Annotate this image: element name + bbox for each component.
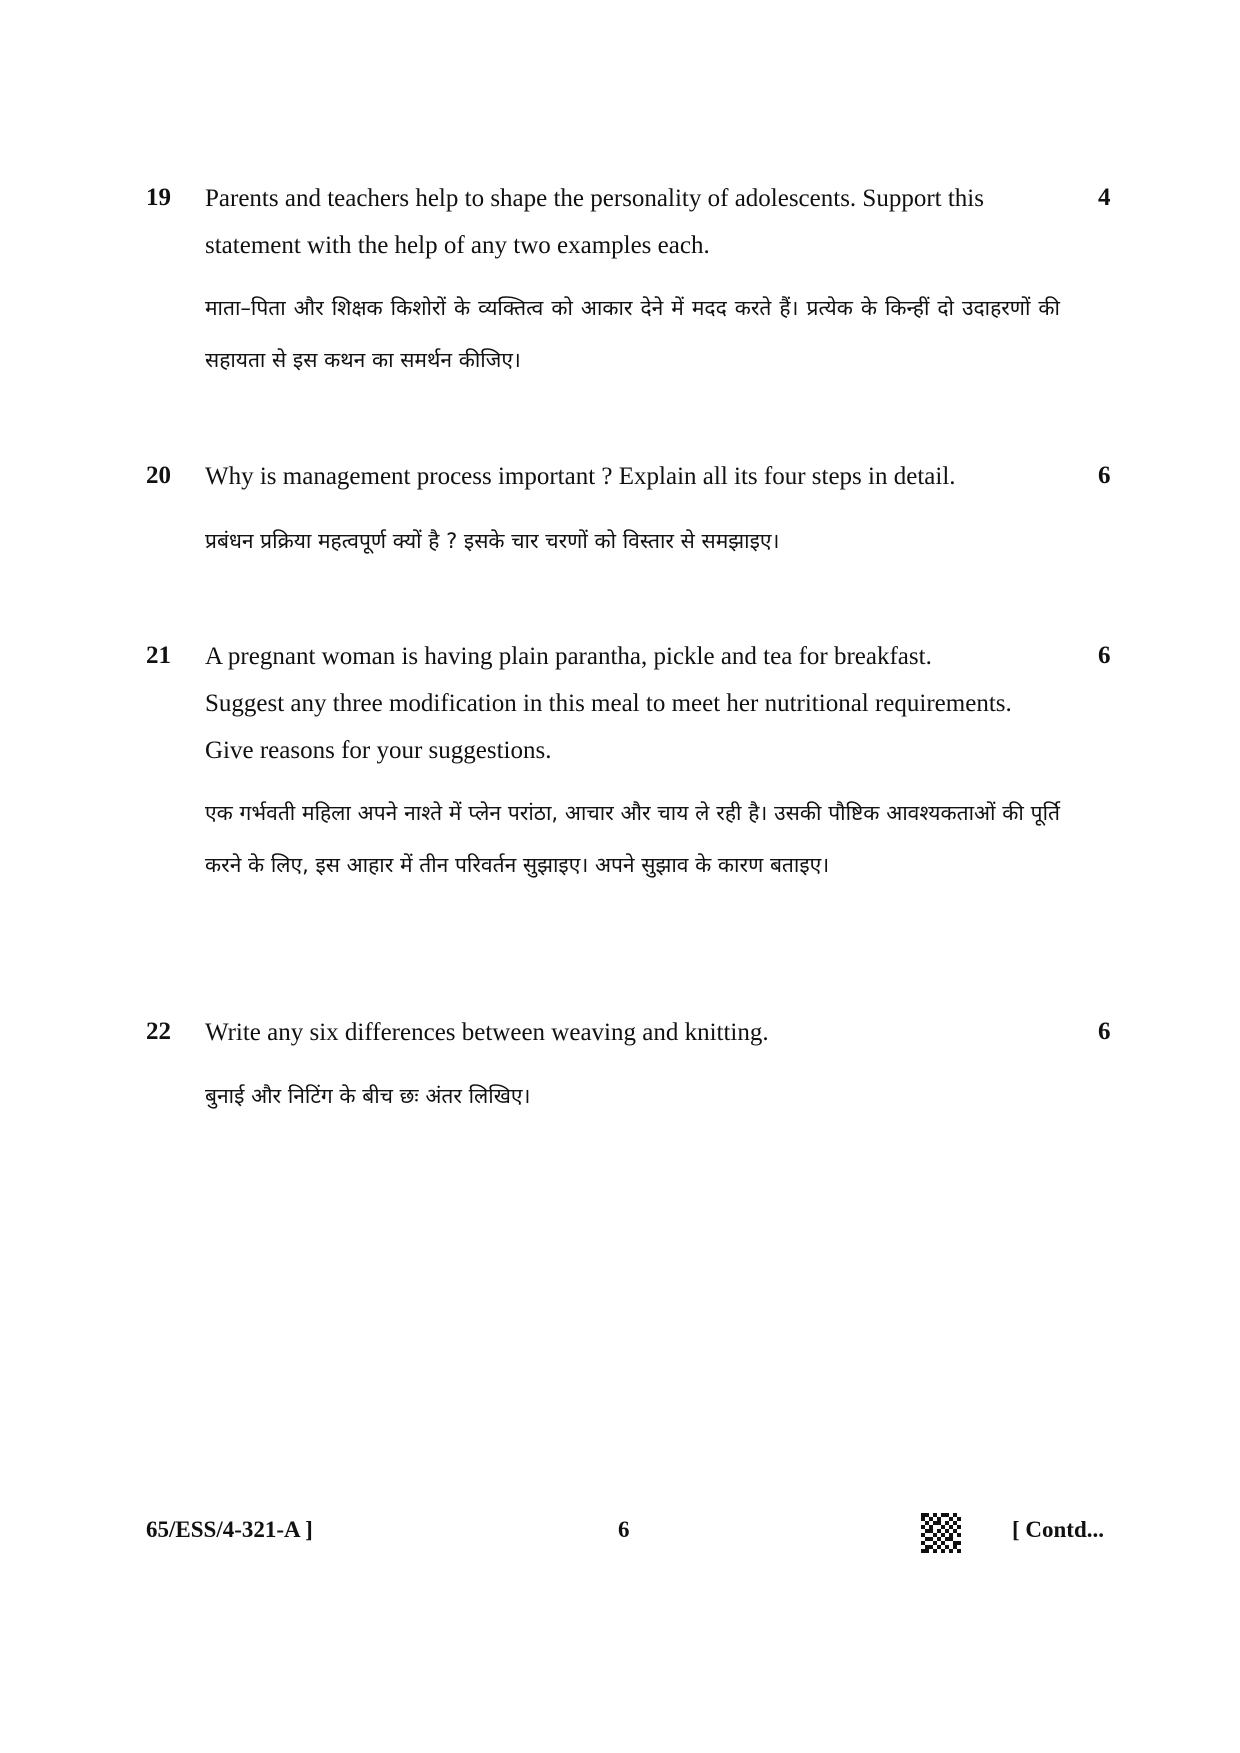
question-marks: 4 [1098, 184, 1111, 211]
question-number: 19 [146, 184, 171, 211]
question-marks: 6 [1098, 642, 1111, 669]
continued-label: [ Contd... [1012, 1517, 1105, 1542]
question-number: 21 [146, 642, 171, 669]
qr-code-icon [921, 1513, 961, 1553]
question-marks: 6 [1098, 1018, 1111, 1045]
question-text-english: Parents and teachers help to shape the personality of adolescents. Support this statement with the help of any two examples each. [205, 185, 984, 259]
question-text-hindi: प्रबंधन प्रक्रिया महत्वपूर्ण क्यों है ? इसके चार चरणों को विस्तार से समझाइए। [205, 529, 780, 553]
paper-code: 65/ESS/4-321-A ] [146, 1517, 313, 1542]
question-text-hindi: एक गर्भवती महिला अपने नाश्ते में प्लेन परांठा, आचार और चाय ले रही है। उसकी पौष्टिक आवश्यकताओं की पूर्ति करने के लिए, इस आहार में तीन परिवर्तन सुझाइए। अपने सुझाव के कारण बताइए। [205, 801, 1060, 877]
page-number: 6 [618, 1517, 630, 1542]
question-text-english: Why is management process important ? Explain all its four steps in detail. [205, 463, 956, 490]
question-text-hindi: माता–पिता और शिक्षक किशोरों के व्यक्तित्व को आकार देने में मदद करते हैं। प्रत्येक के किन्हीं दो उदाहरणों की सहायता से इस कथन का समर्थन कीजिए। [205, 296, 1060, 372]
question-text-hindi: बुनाई और निटिंग के बीच छः अंतर लिखिए। [205, 1084, 531, 1108]
question-text-english: A pregnant woman is having plain parantha, pickle and tea for breakfast. Suggest any three modification in this meal to meet her nutritional requirements. Give reasons for your suggestions. [205, 643, 1012, 764]
question-number: 20 [146, 462, 171, 489]
question-number: 22 [146, 1018, 171, 1045]
question-text-english: Write any six differences between weaving and knitting. [205, 1019, 769, 1046]
question-marks: 6 [1098, 462, 1111, 489]
